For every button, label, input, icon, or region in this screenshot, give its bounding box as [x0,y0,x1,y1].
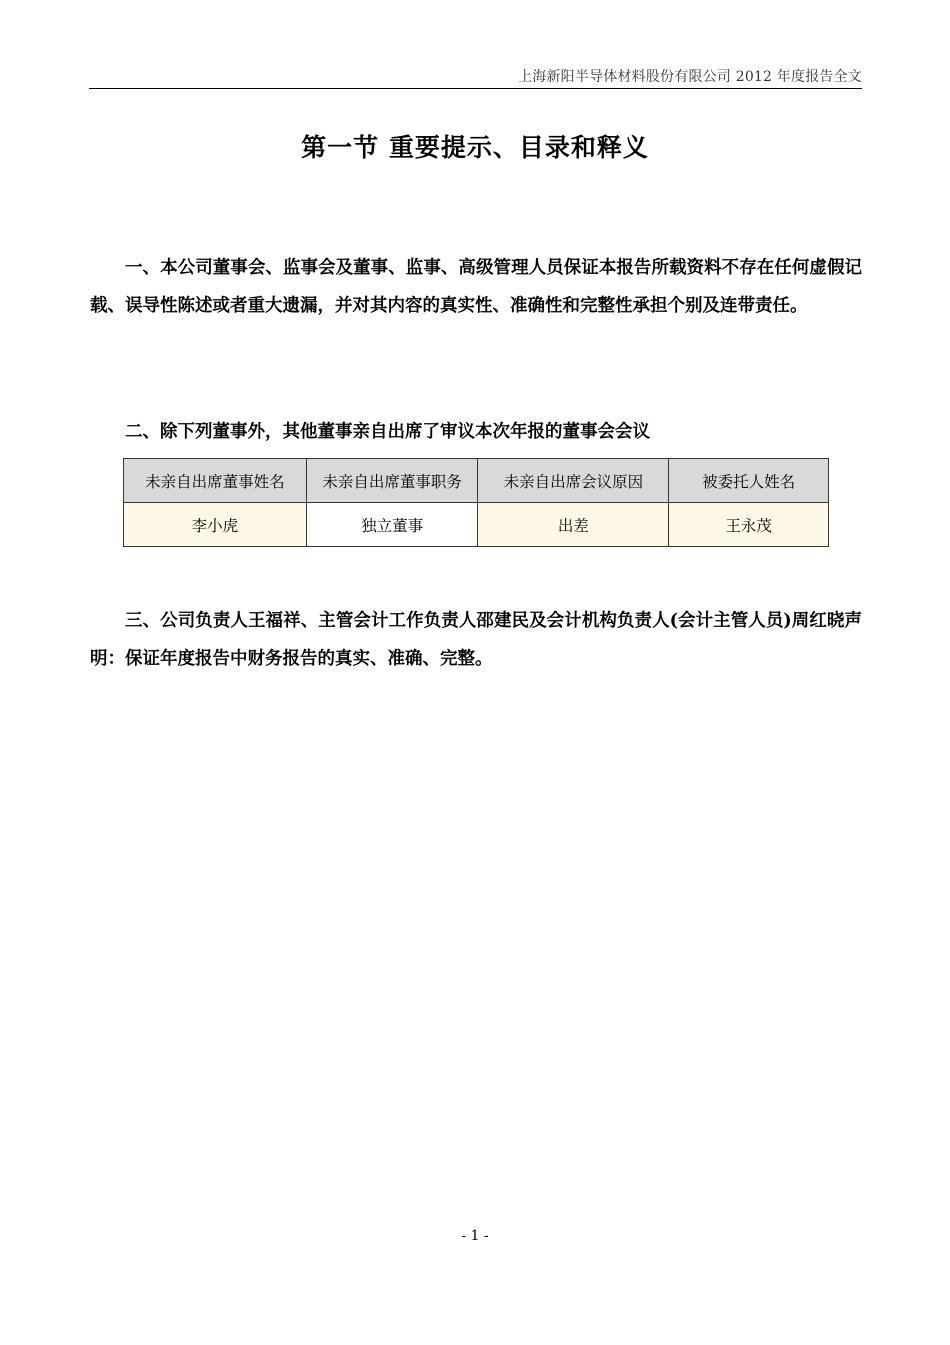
column-header-position: 未亲自出席董事职务 [306,459,478,503]
column-header-name: 未亲自出席董事姓名 [124,459,307,503]
paragraph-responsibility-statement: 一、本公司董事会、监事会及董事、监事、高级管理人员保证本报告所载资料不存在任何虚假记载、误导性陈述或者重大遗漏，并对其内容的真实性、准确性和完整性承担个别及连带责任。 [90,258,862,316]
table-header-row [124,459,829,503]
column-header-reason: 未亲自出席会议原因 [478,459,669,503]
paragraph-financial-statement-declaration: 三、公司负责人王福祥、主管会计工作负责人邵建民及会计机构负责人(会计主管人员)周红晓声明：保证年度报告中财务报告的真实、准确、完整。 [90,611,862,669]
table-row [124,503,829,547]
cell-director-position: 独立董事 [306,503,478,547]
cell-absence-reason: 出差 [478,503,669,547]
page-number: - 1 - [461,1228,489,1244]
paragraph-absent-directors: 二、除下列董事外，其他董事亲自出席了审议本次年报的董事会会议 [125,422,650,442]
header-rule [89,88,862,89]
cell-director-name: 李小虎 [124,503,307,547]
running-header: 上海新阳半导体材料股份有限公司 2012 年度报告全文 [518,69,862,85]
section-title: 第一节 重要提示、目录和释义 [301,133,649,162]
cell-proxy-name: 王永茂 [669,503,829,547]
column-header-proxy: 被委托人姓名 [669,459,829,503]
absent-directors-table [123,458,829,547]
